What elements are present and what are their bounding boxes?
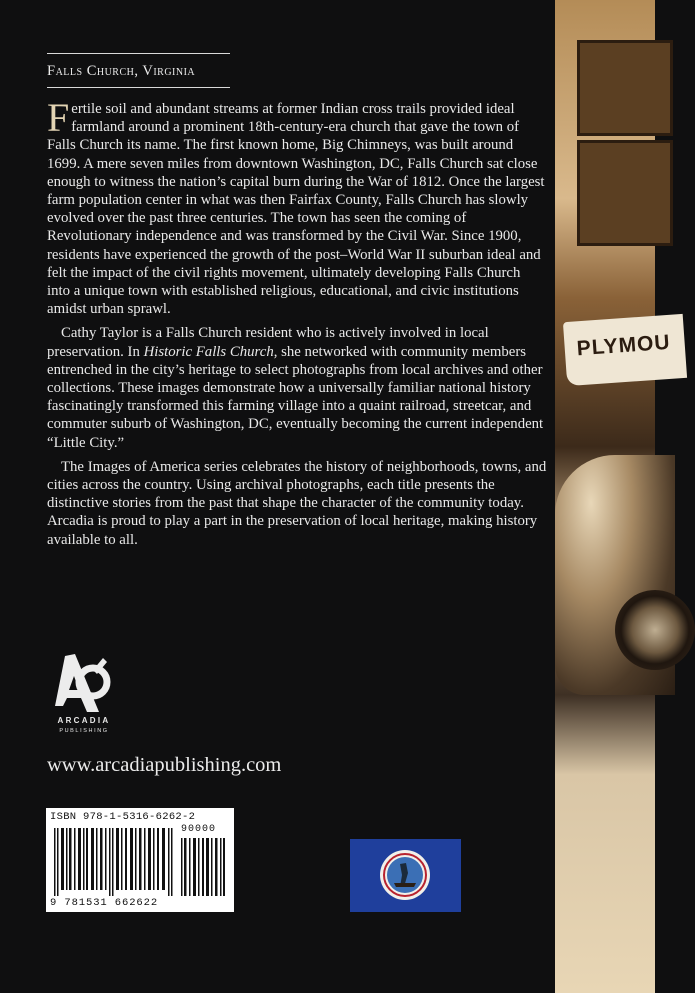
ean-barcode-bars bbox=[54, 828, 174, 896]
description-text bbox=[47, 95, 547, 555]
plymouth-sign: PLYMOU bbox=[563, 314, 687, 386]
price-addon: 90000 bbox=[181, 824, 217, 835]
series-rule-bottom bbox=[47, 87, 230, 88]
isbn-barcode bbox=[46, 808, 234, 912]
addon-barcode-bars bbox=[181, 838, 226, 896]
ean-digits: 9 781531 662622 bbox=[50, 897, 159, 909]
cover-photo-edge bbox=[555, 0, 672, 993]
description-paragraph-2: Cathy Taylor is a Falls Church resident who is actively involved in local preservation. In Historic Falls Church, she networked with community members entrenched in the city’s heritage to select photographs from local archives and other collections. These images demonstrate how a universally familiar national history fascinatingly transformed this farming village into a quaint railroad, streetcar, and commuter suburb of Washington, DC, eventually becoming the current independent “Little City.” bbox=[47, 325, 544, 451]
publisher-name: ARCADIA bbox=[57, 716, 111, 725]
publisher-sub: PUBLISHING bbox=[59, 728, 109, 734]
photo-window-middle bbox=[577, 140, 673, 246]
book-title: Historic Falls Church bbox=[143, 343, 274, 360]
series-title: Falls Church, Virginia bbox=[47, 63, 196, 79]
drop-cap: F bbox=[47, 95, 70, 140]
photo-window-upper bbox=[577, 40, 673, 136]
car-wheel bbox=[615, 590, 695, 670]
description-paragraph-3: The Images of America series celebrates the history of neighborhoods, towns, and cities across the country. Using archival photographs, each title presents the distinctive stories from the past that shape the character of the community today. Arcadia is proud to play a part in the preservation of local heritage, making history available to all. bbox=[47, 458, 547, 548]
publisher-website[interactable]: www.arcadiapublishing.com bbox=[47, 754, 282, 776]
virginia-flag-icon bbox=[350, 839, 461, 912]
isbn-number: ISBN 978-1-5316-6262-2 bbox=[50, 811, 196, 823]
series-rule-top bbox=[47, 53, 230, 54]
description-paragraph-1: Fertile soil and abundant streams at former Indian cross trails provided ideal farmland around a prominent 18th-century-era church that gave the town of Falls Church its name. The first known home, Big Chimneys, was built around 1699. A mere seven miles from downtown Washington, DC, Falls Church sat close enough to witness the nation’s capital burn during the War of 1812. Once the largest farm population center in what was then Fairfax County, Falls Church has slowly evolved over the past three centuries. The town has seen the coming of Revolutionary independence and was transformed by the Civil War. Since 1900, residents have experienced the growth of the post–World War II suburban ideal and felt the impact of the civil rights movement, ultimately developing Falls Church into a unique town with established religious, educational, and civic institutions amidst urban sprawl. bbox=[47, 95, 545, 318]
